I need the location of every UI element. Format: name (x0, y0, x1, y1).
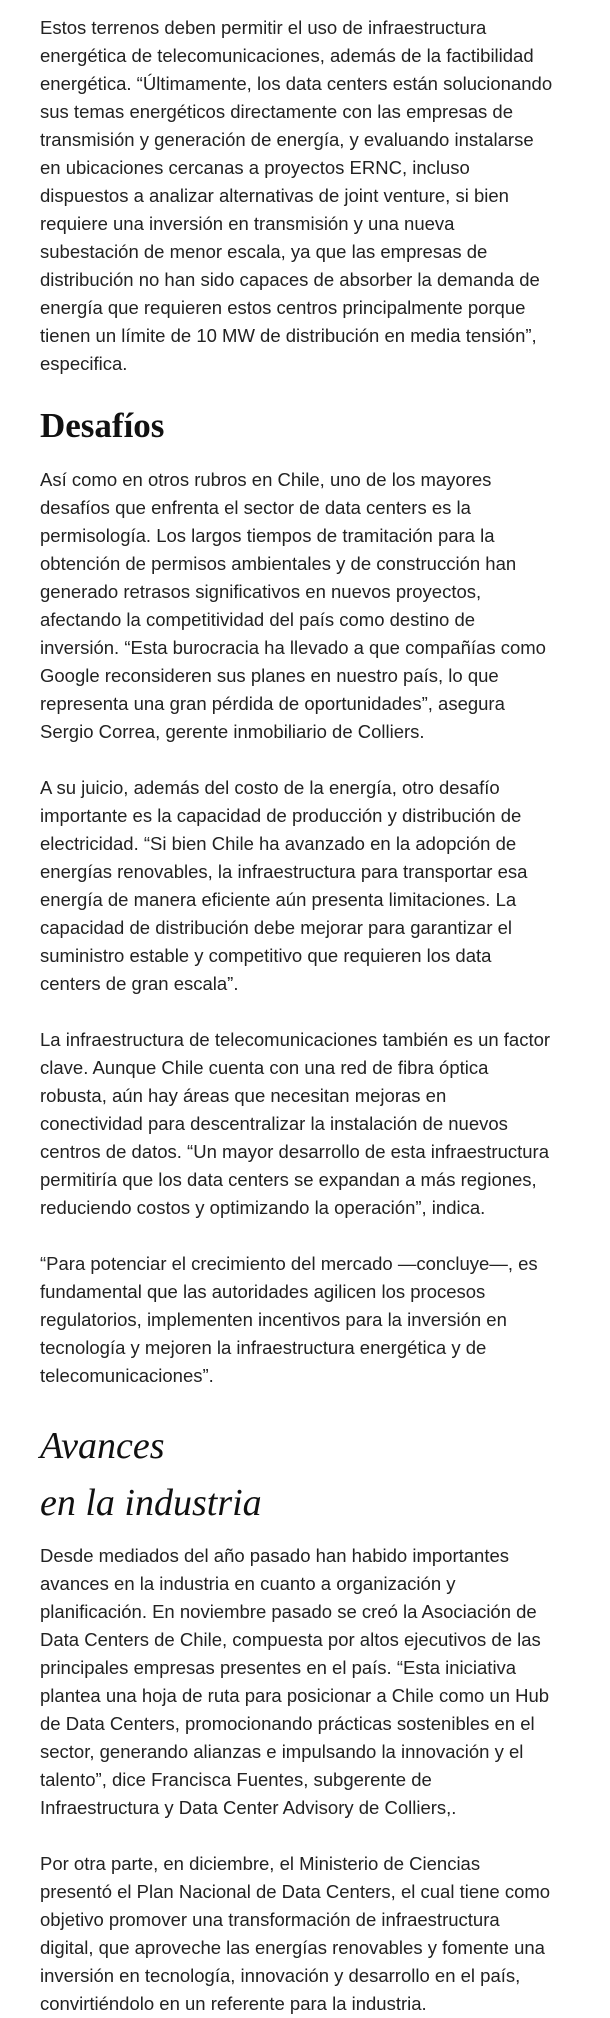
intro-paragraph: Estos terrenos deben permitir el uso de infraestructura energética de telecomunicaciones, además de la factibilidad energética. “Últimamente, los data centers están solucionando sus temas energéticos directamente con las empresas de transmisión y generación de energía, y evaluando instalarse en ubicaciones cercanas a proyectos ERNC, incluso dispuestos a analizar alternativas de joint venture, si bien requiere una inversión en transmisión y una nueva subestación de menor escala, ya que las empresas de distribución no han sido capaces de absorber la demanda de energía que requieren estos centros principalmente porque tienen un límite de 10 MW de distribución en media tensión”, especifica. (40, 17, 553, 374)
paragraph: La infraestructura de telecomunicaciones también es un factor clave. Aunque Chile cuenta con una red de fibra óptica robusta, aún hay áreas que necesitan mejoras en conectividad para descentralizar la instalación de nuevos centros de datos. “Un mayor desarrollo de esta infraestructura permitiría que los data centers se expandan a más regiones, reduciendo costos y optimizando la operación”, indica. (40, 1029, 551, 1218)
section-heading-desafios: Desafíos (40, 406, 165, 445)
paragraph: Por otra parte, en diciembre, el Ministerio de Ciencias presentó el Plan Nacional de Data Centers, el cual tiene como objetivo promover una transformación de infraestructura digital, que aproveche las energías renovables y fomente una inversión en tecnología, innovación y desarrollo en el país, convirtiéndolo en un referente para la industria. (40, 1853, 551, 2014)
section-heading-avances: Avances en la industria (40, 1425, 262, 1524)
paragraph: A su juicio, además del costo de la energía, otro desafío importante es la capacidad de producción y distribución de electricidad. “Si bien Chile ha avanzado en la adopción de energías renovables, la infraestructura para transportar esa energía de manera eficiente aún presenta limitaciones. La capacidad de distribución debe mejorar para garantizar el suministro estable y competitivo que requieren los data centers de gran escala”. (40, 777, 528, 994)
section-desafios (40, 406, 580, 1390)
paragraph: “Para potenciar el crecimiento del mercado —concluye—, es fundamental que las autoridades agilicen los procesos regulatorios, implementen incentivos para la inversión en tecnología y mejoren la infraestructura energética y de telecomunicaciones”. (40, 1253, 538, 1386)
paragraph: Desde mediados del año pasado han habido importantes avances en la industria en cuanto a organización y planificación. En noviembre pasado se creó la Asociación de Data Centers de Chile, compuesta por altos ejecutivos de las principales empresas presentes en el país. “Esta iniciativa plantea una hoja de ruta para posicionar a Chile como un Hub de Data Centers, promocionando prácticas sostenibles en el sector, generando alianzas e impulsando la innovación y el talento”, dice Francisca Fuentes, subgerente de Infraestructura y Data Center Advisory de Colliers,. (40, 1545, 550, 1818)
paragraph: Así como en otros rubros en Chile, uno de los mayores desafíos que enfrenta el sector de data centers es la permisología. Los largos tiempos de tramitación para la obtención de permisos ambientales y de construcción han generado retrasos significativos en nuevos proyectos, afectando la competitividad del país como destino de inversión. “Esta burocracia ha llevado a que compañías como Google reconsideren sus planes en nuestro país, lo que representa una gran pérdida de oportunidades”, asegura Sergio Correa, gerente inmobiliario de Colliers. (40, 469, 546, 742)
section-avances (40, 1418, 580, 2018)
